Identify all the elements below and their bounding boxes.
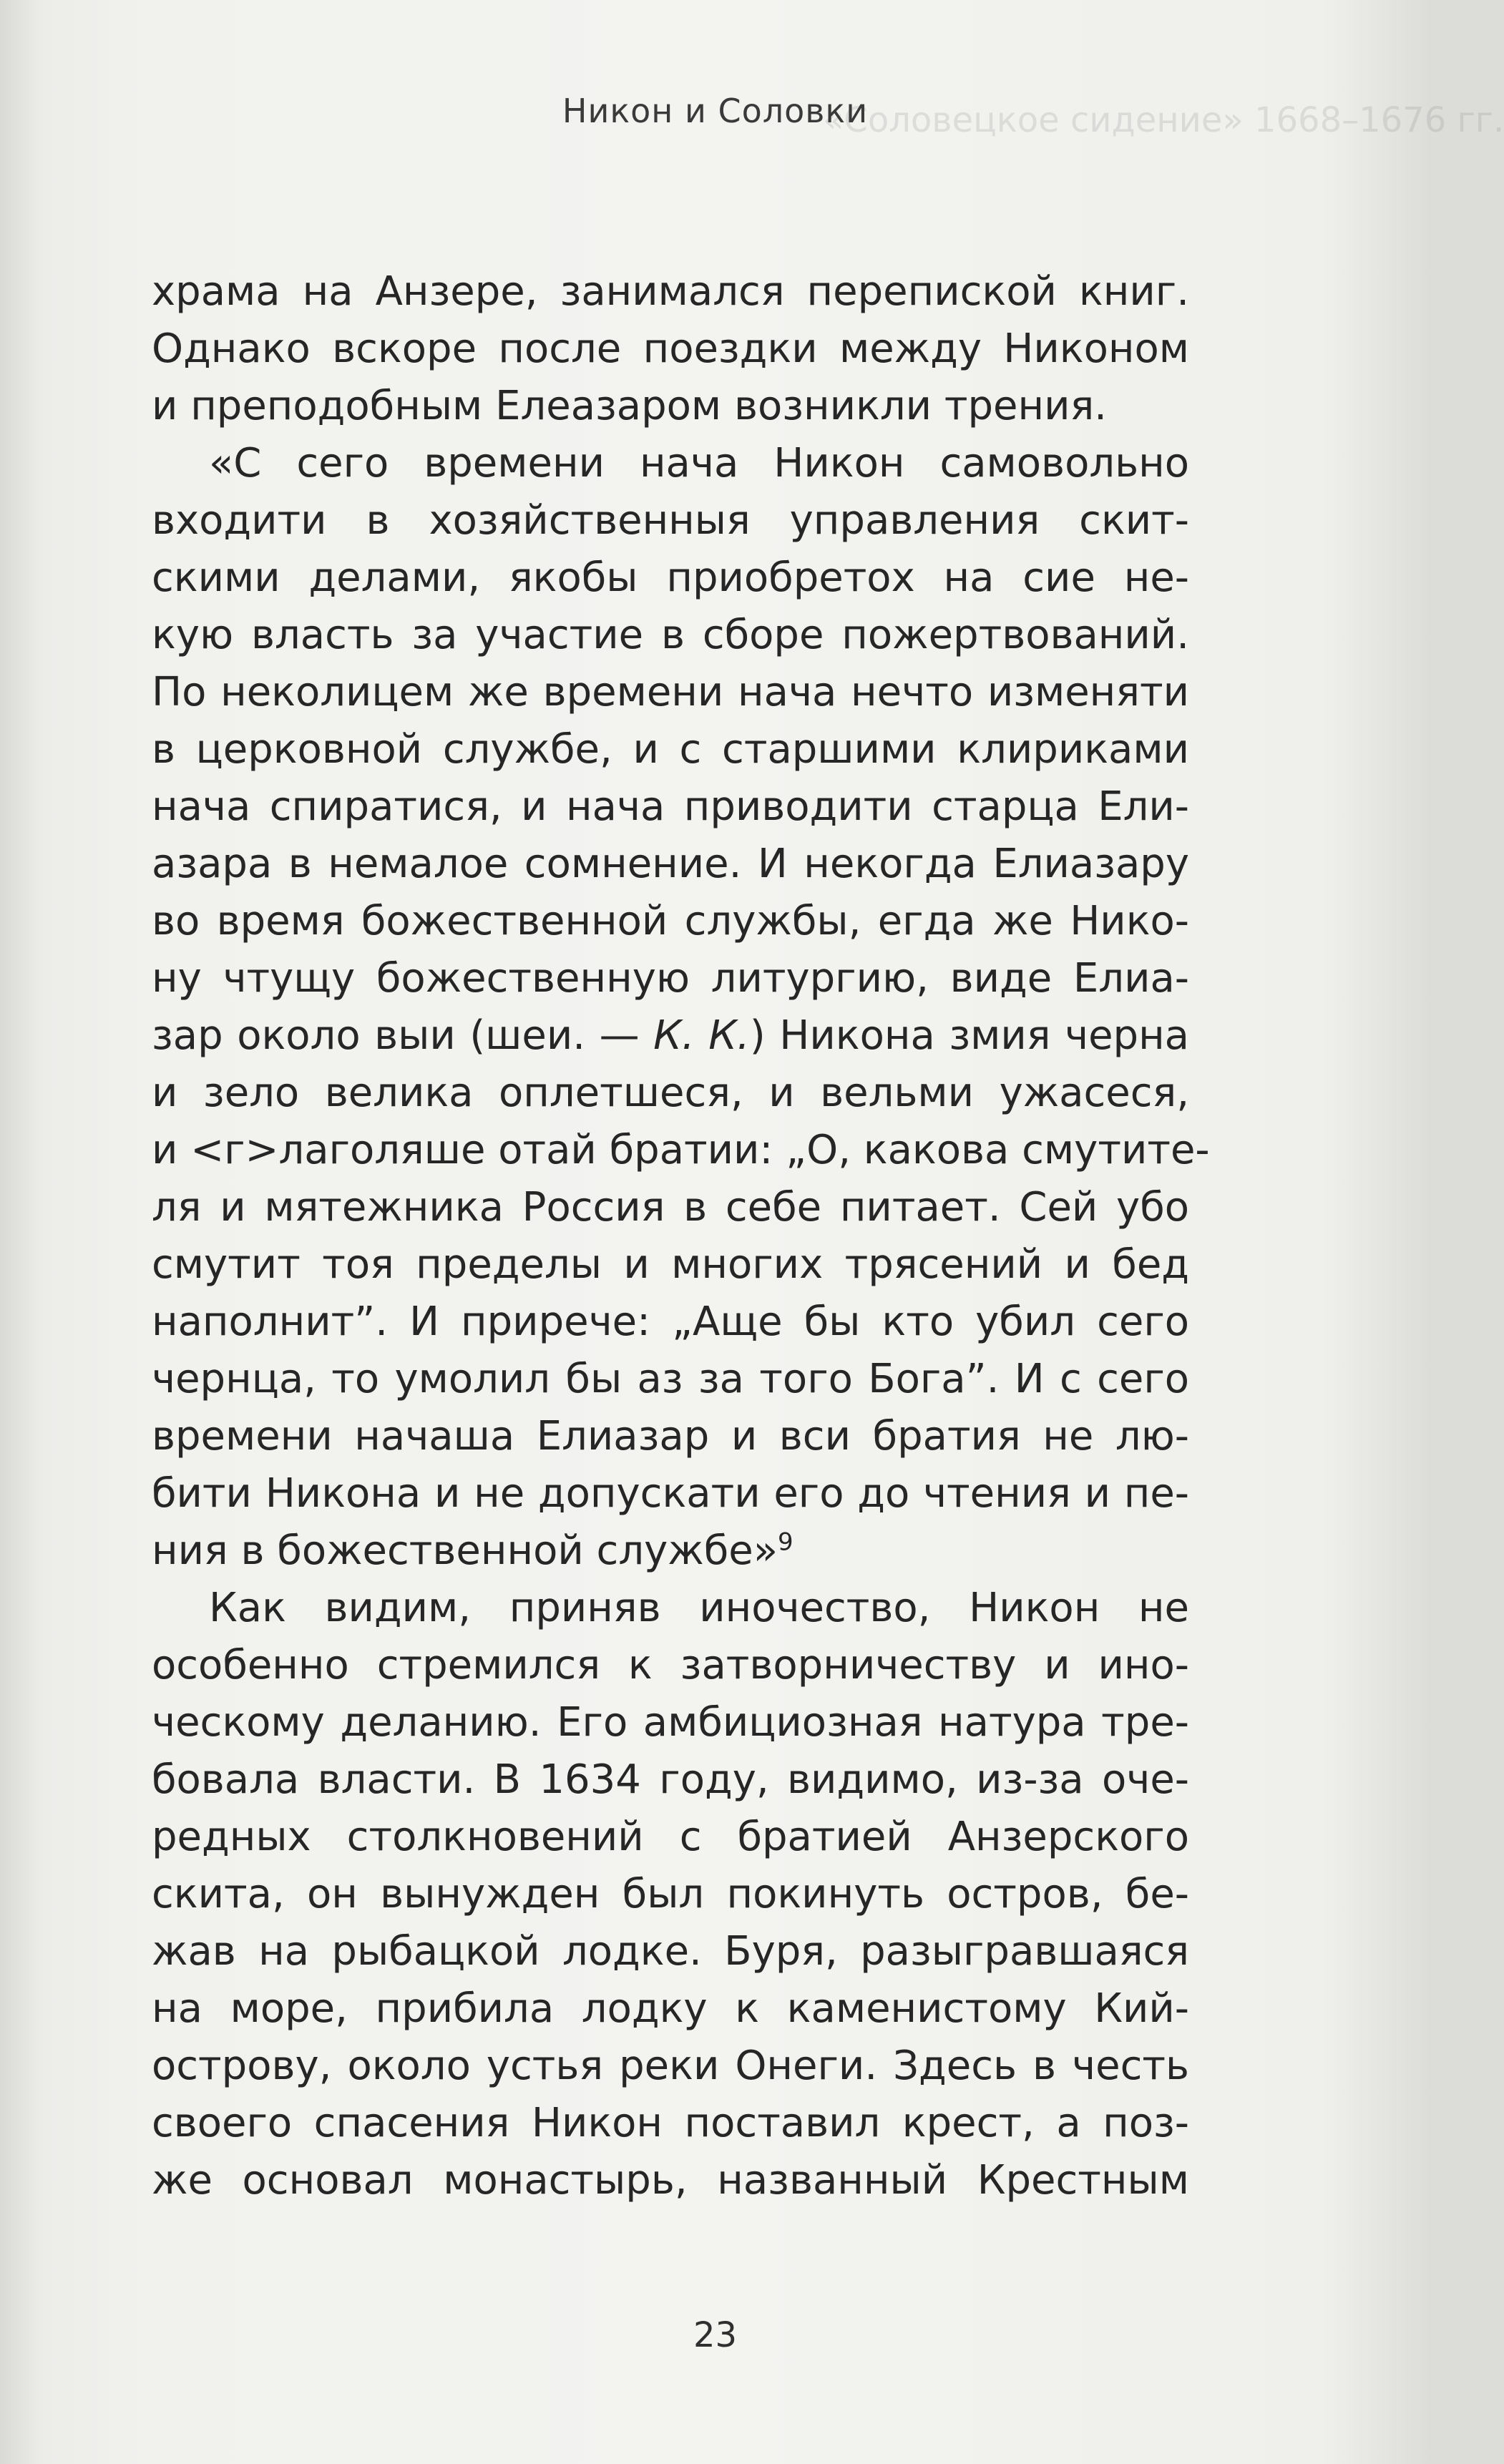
text-line: на море, прибила лодку к каменистому Кий- bbox=[152, 1985, 1189, 2032]
text-line: особенно стремился к затворничеству и ино- bbox=[152, 1642, 1189, 1688]
text-line bbox=[152, 1522, 1189, 1580]
text-line: азара в немалое сомнение. И некогда Елиазару bbox=[152, 841, 1189, 887]
text-line: же основал монастырь, названный Крестным bbox=[152, 2157, 1189, 2204]
text-line: чернца, то умолил бы аз за того Бога”. И с сего bbox=[152, 1356, 1189, 1402]
text-line: кую власть за участие в сборе пожертвований. bbox=[152, 612, 1189, 658]
text-segment: ) Никона змия черна bbox=[749, 1012, 1189, 1059]
text-line: жав на рыбацкой лодке. Буря, разыгравшаяся bbox=[152, 1928, 1189, 1975]
text-line: ля и мятежника Россия в себе питает. Сей убо bbox=[152, 1184, 1189, 1231]
text-line: смутит тоя пределы и многих трясений и бед bbox=[152, 1241, 1189, 1288]
text-line: во время божественной службы, егда же Нико- bbox=[152, 898, 1189, 944]
page-number: 23 bbox=[693, 2315, 738, 2355]
text-line: и <г>лаголяше отай братии: „О, какова смутите- bbox=[152, 1127, 1210, 1173]
text-line: и зело велика оплетшеся, и вельми ужасеся, bbox=[152, 1070, 1189, 1116]
text-line: редных столкновений с братией Анзерского bbox=[152, 1814, 1189, 1860]
footnote-reference[interactable]: 9 bbox=[777, 1527, 793, 1557]
text-line: храма на Анзере, занимался перепиской книг. bbox=[152, 268, 1189, 315]
text-line: бити Никона и не допускати его до чтения и пе- bbox=[152, 1470, 1189, 1517]
author-initials: К. К. bbox=[653, 1012, 750, 1059]
text-line: скими делами, якобы приобретох на сие не- bbox=[152, 554, 1189, 601]
text-line: бовала власти. В 1634 году, видимо, из-за оче- bbox=[152, 1756, 1189, 1803]
text-segment: зар около выи (шеи. — bbox=[152, 1012, 654, 1059]
text-line: острову, около устья реки Онеги. Здесь в честь bbox=[152, 2043, 1189, 2089]
body-text bbox=[152, 263, 1210, 2209]
text-line: в церковной службе, и с старшими клириками bbox=[152, 726, 1189, 773]
text-line: Как видим, приняв иночество, Никон не bbox=[209, 1585, 1189, 1631]
text-line: скита, он вынужден был покинуть остров, бе- bbox=[152, 1871, 1189, 1917]
text-line: «С сего времени нача Никон самовольно bbox=[209, 440, 1189, 487]
text-line: своего спасения Никон поставил крест, а поз- bbox=[152, 2100, 1189, 2146]
running-head: Никон и Соловки bbox=[562, 92, 869, 130]
text-line: Однако вскоре после поездки между Никоном bbox=[152, 326, 1189, 372]
text-segment: ния в божественной службе» bbox=[152, 1527, 778, 1574]
bleed-through-text: «Соловецкое сидение» 1668–1676 гг. bbox=[823, 100, 1504, 140]
text-line: входити в хозяйственныя управления скит- bbox=[152, 497, 1189, 544]
text-line: и преподобным Елеазаром возникли трения. bbox=[152, 383, 1107, 429]
text-line: ческому деланию. Его амбициозная натура тре- bbox=[152, 1699, 1189, 1746]
text-line: По неколицем же времени нача нечто изменяти bbox=[152, 669, 1189, 715]
text-line: ну чтущу божественную литургию, виде Елиа- bbox=[152, 955, 1189, 1002]
text-line: нача спиратися, и нача приводити старца Ели- bbox=[152, 783, 1189, 830]
text-line: времени начаша Елиазар и вси братия не лю- bbox=[152, 1413, 1189, 1460]
text-line: наполнит”. И приречe: „Аще бы кто убил сего bbox=[152, 1299, 1189, 1345]
text-line bbox=[152, 1007, 1189, 1065]
